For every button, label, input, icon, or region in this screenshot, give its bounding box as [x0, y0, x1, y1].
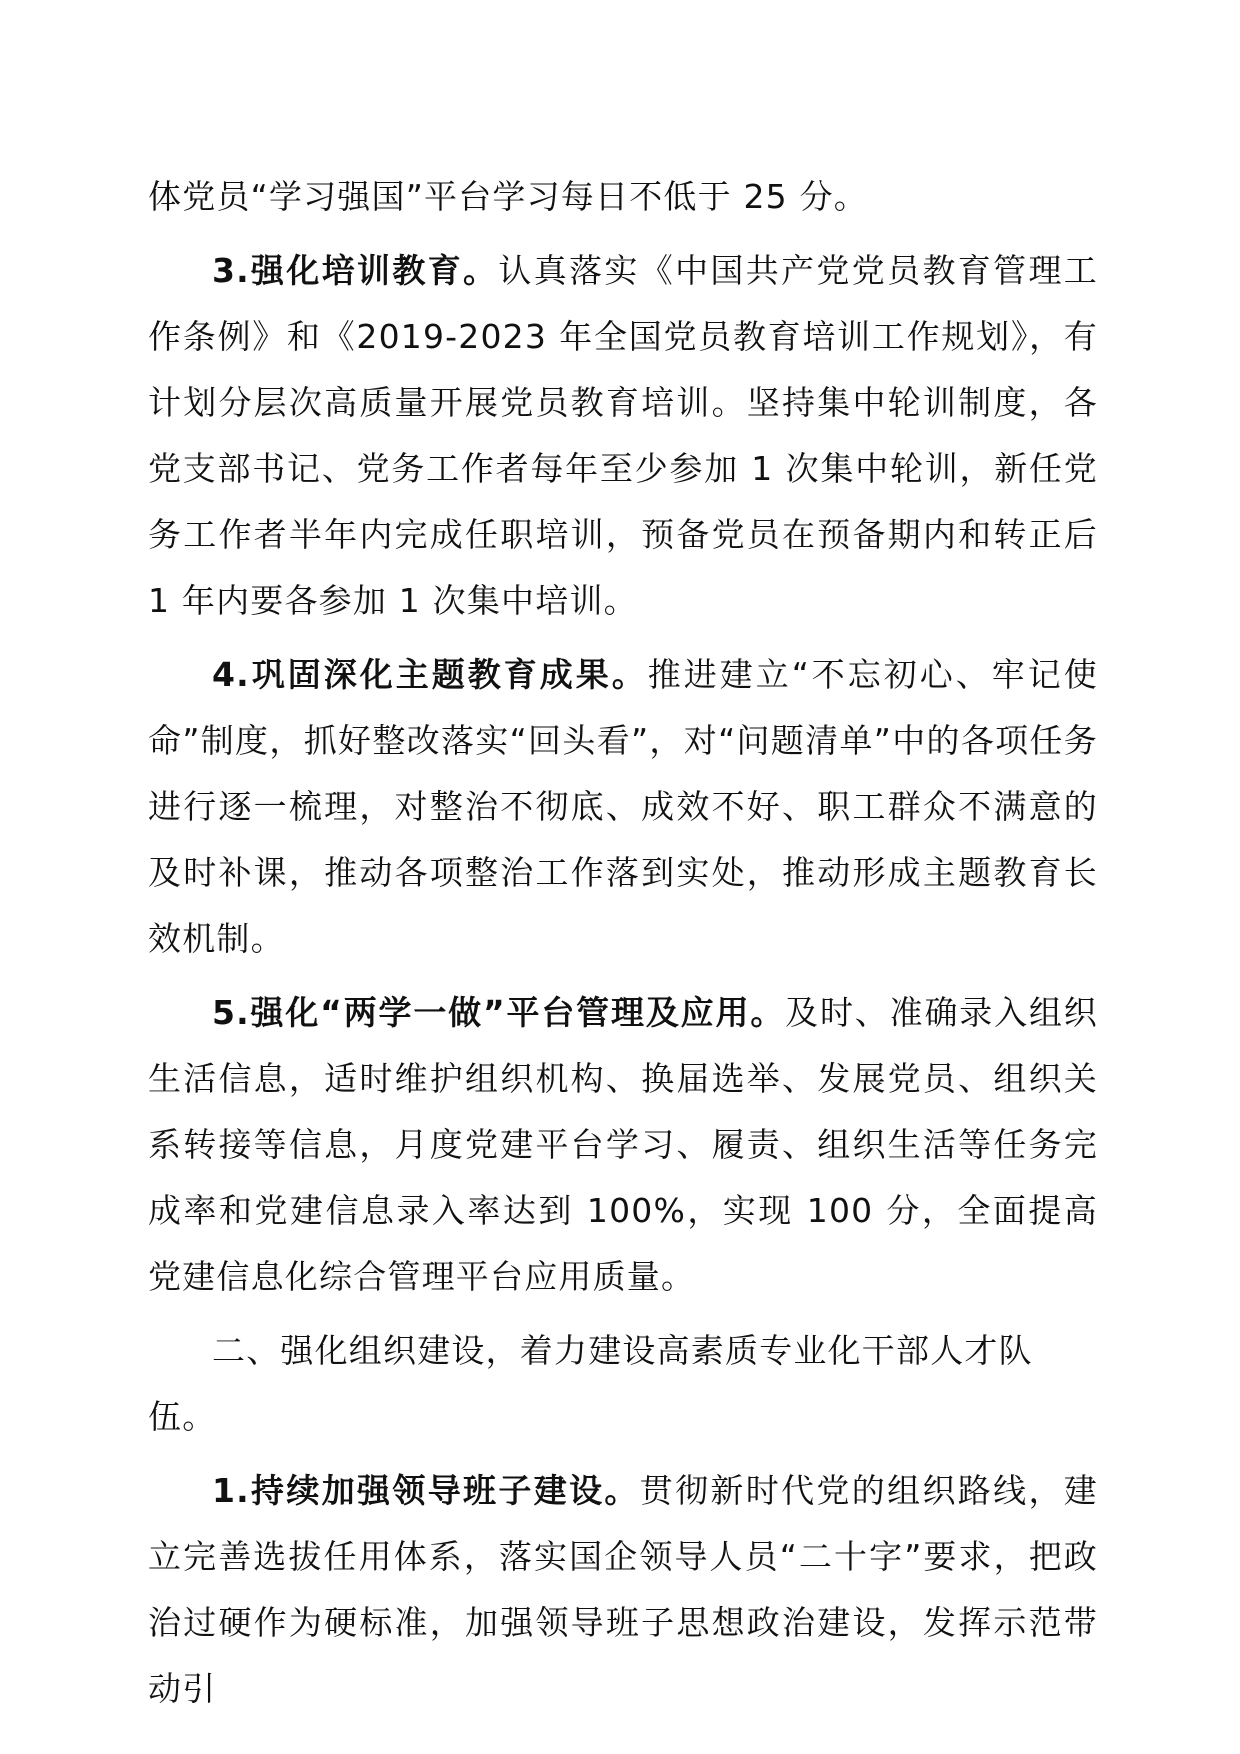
item-heading-4: 4.巩固深化主题教育成果。 [212, 655, 648, 694]
section-item-heading-1: 1.持续加强领导班子建设。 [212, 1471, 640, 1510]
section-item-body-1: 贯彻新时代党的组织路线，建立完善选拔任用体系，落实国企领导人员“二十字”要求，把政治过硬作为硬标准，加强领导班子思想政治建设，发挥示范带动引 [148, 1471, 1098, 1708]
document-body [148, 164, 1098, 1730]
continuation-paragraph [148, 164, 1098, 230]
item-body-5: 及时、准确录入组织生活信息，适时维护组织机构、换届选举、发展党员、组织关系转接等信息，月度党建平台学习、履责、组织生活等任务完成率和党建信息录入率达到 100%，实现 100 分，全面提高党建信息化综合管理平台应用质量。 [148, 993, 1098, 1296]
item-paragraph-4 [148, 642, 1098, 972]
section-title [148, 1318, 1098, 1450]
section-title-text: 二、强化组织建设，着力建设高素质专业化干部人才队伍。 [148, 1331, 1033, 1436]
item-heading-3: 3.强化培训教育。 [212, 251, 499, 290]
item-body-4: 推进建立“不忘初心、牢记使命”制度，抓好整改落实“回头看”，对“问题清单”中的各项任务进行逐一梳理，对整治不彻底、成效不好、职工群众不满意的及时补课，推动各项整治工作落到实处，推动形成主题教育长效机制。 [148, 655, 1098, 958]
item-paragraph-5 [148, 980, 1098, 1310]
section-item-paragraph-1 [148, 1458, 1098, 1722]
item-paragraph-3 [148, 238, 1098, 634]
continuation-text: 体党员“学习强国”平台学习每日不低于 25 分。 [148, 177, 868, 216]
item-body-3: 认真落实《中国共产党党员教育管理工作条例》和《2019-2023 年全国党员教育培训工作规划》，有计划分层次高质量开展党员教育培训。坚持集中轮训制度，各党支部书记、党务工作者每年至少参加 1 次集中轮训，新任党务工作者半年内完成任职培训，预备党员在预备期内和转正后 1 年内要各参加 1 次集中培训。 [148, 251, 1098, 620]
item-heading-5: 5.强化“两学一做”平台管理及应用。 [212, 993, 786, 1032]
